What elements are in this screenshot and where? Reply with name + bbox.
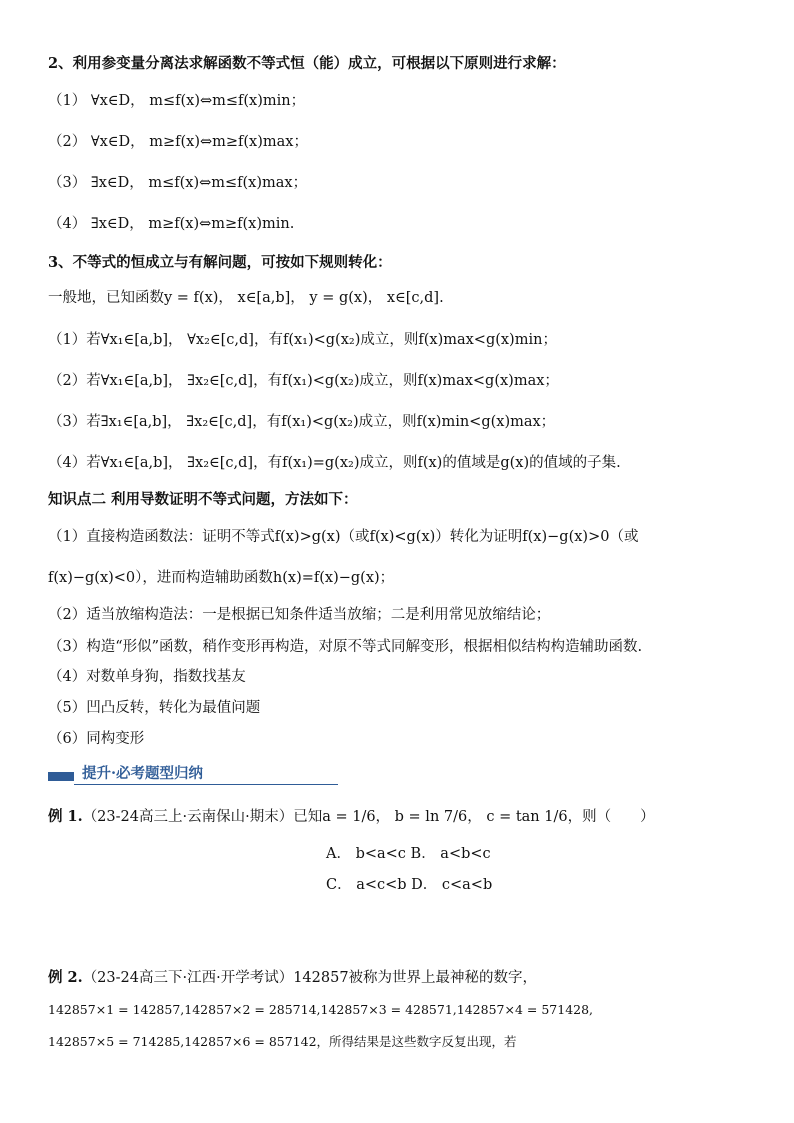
example1-label: 例 1. <box>48 808 83 825</box>
banner-label: 提升·必考题型归纳 <box>82 765 204 782</box>
banner-bar <box>48 772 74 781</box>
section2-heading: 2、利用参变量分离法求解函数不等式恒（能）成立，可根据以下原则进行求解： <box>48 55 566 72</box>
knowledge2-heading: 知识点二 利用导数证明不等式问题，方法如下： <box>48 491 358 508</box>
knowledge2-item-1b: f(x)−g(x)<0），进而构造辅助函数h(x)=f(x)−g(x)； <box>48 570 395 586</box>
example2-label: 例 2. <box>48 969 83 986</box>
knowledge2-item-4: （4）对数单身狗，指数找基友 <box>48 669 246 685</box>
section3-item-4: （4）若∀x₁∈[a,b]， ∃x₂∈[c,d]，有f(x₁)=g(x₂)成立，则f(x)的值域是g(x)的值域的子集. <box>48 455 621 471</box>
knowledge2-item-1a: （1）直接构造函数法：证明不等式f(x)>g(x)（或f(x)<g(x)）转化为证明f(x)−g(x)>0（或 <box>48 529 639 545</box>
section3-item-3: （3）若∃x₁∈[a,b]， ∃x₂∈[c,d]，有f(x₁)<g(x₂)成立，则f(x)min<g(x)max； <box>48 414 556 430</box>
section3-item-2: （2）若∀x₁∈[a,b]， ∃x₂∈[c,d]，有f(x₁)<g(x₂)成立，则f(x)max<g(x)max； <box>48 373 559 389</box>
knowledge2-item-2: （2）适当放缩构造法：一是根据已知条件适当放缩；二是利用常见放缩结论； <box>48 607 551 623</box>
example2-text: （23-24高三下·江西·开学考试）142857被称为世界上最神秘的数字， <box>82 970 538 986</box>
section2-item-1: （1） ∀x∈D， m≤f(x)⇔m≤f(x)min； <box>48 93 306 109</box>
knowledge2-item-6: （6）同构变形 <box>48 731 145 747</box>
example2-line2: 142857×1 = 142857,142857×2 = 285714,142857×3 = 428571,142857×4 = 571428, <box>48 1002 594 1017</box>
example1-text: （23-24高三上·云南保山·期末）已知a = 1/6， b = ln 7/6， c = tan 1/6，则（ ） <box>82 809 655 825</box>
example1-options-row1: A． b<a<c B． a<b<c <box>326 846 491 862</box>
section3-heading: 3、不等式的恒成立与有解问题，可按如下规则转化： <box>48 254 392 271</box>
section2-item-3: （3） ∃x∈D， m≤f(x)⇔m≤f(x)max； <box>48 175 308 191</box>
knowledge2-item-3: （3）构造“形似”函数，稍作变形再构造，对原不等式同解变形，根据相似结构构造辅助函数. <box>48 639 643 655</box>
example2-line3: 142857×5 = 714285,142857×6 = 857142，所得结果是这些数字反复出现，若 <box>48 1034 517 1049</box>
example2-line <box>48 967 758 989</box>
section-banner <box>48 763 338 787</box>
section3-intro: 一般地，已知函数y = f(x)， x∈[a,b]， y = g(x)， x∈[c,d]. <box>48 290 444 306</box>
example1-line <box>48 806 758 828</box>
section2-item-4: （4） ∃x∈D， m≥f(x)⇔m≥f(x)min. <box>48 216 295 232</box>
section2-item-2: （2） ∀x∈D， m≥f(x)⇔m≥f(x)max； <box>48 134 308 150</box>
section3-item-1: （1）若∀x₁∈[a,b]， ∀x₂∈[c,d]，有f(x₁)<g(x₂)成立，则f(x)max<g(x)min； <box>48 332 557 348</box>
knowledge2-item-5: （5）凹凸反转，转化为最值问题 <box>48 700 261 716</box>
example1-options-row2: C． a<c<b D． c<a<b <box>326 877 493 893</box>
